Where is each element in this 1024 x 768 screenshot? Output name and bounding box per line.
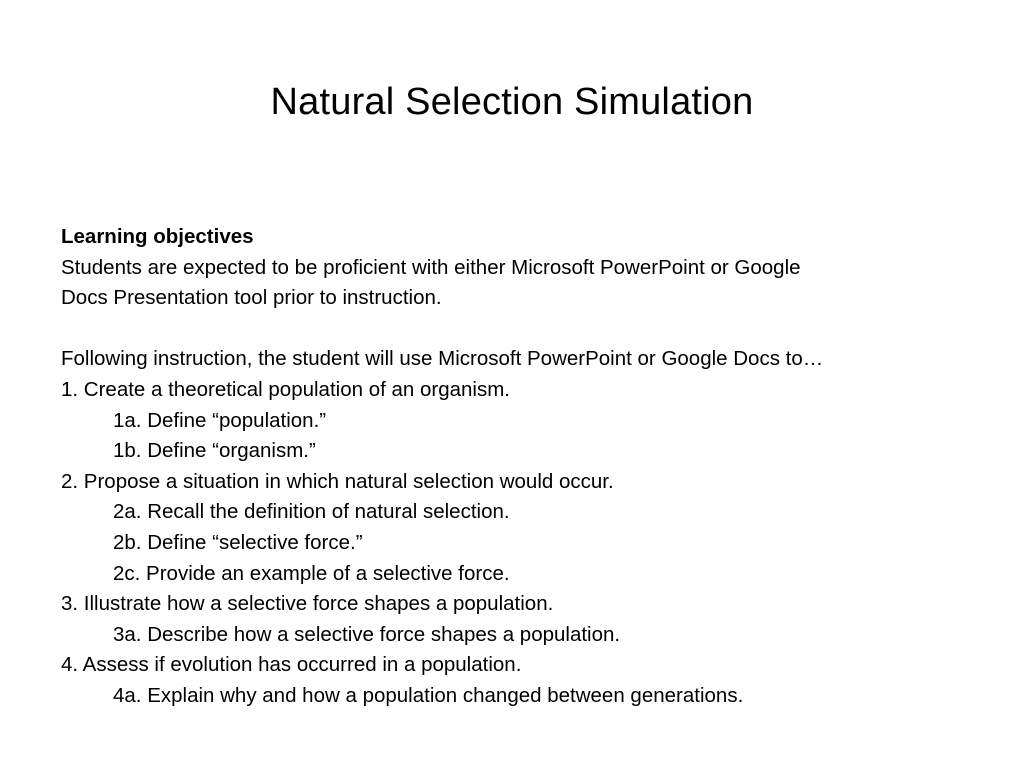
sub-objective-item: 1b. Define “organism.” <box>113 439 316 463</box>
objective-item: 1. Create a theoretical population of an organism. <box>61 377 510 401</box>
intro-line: Students are expected to be proficient with either Microsoft PowerPoint or Google <box>61 255 801 279</box>
slide-body <box>61 222 981 712</box>
objective-item: 2. Propose a situation in which natural selection would occur. <box>61 469 614 493</box>
sub-objective-item: 2c. Provide an example of a selective force. <box>113 561 510 585</box>
objective-item: 4. Assess if evolution has occurred in a population. <box>61 653 522 677</box>
sub-objective-item: 2a. Recall the definition of natural selection. <box>113 500 510 524</box>
intro-line: Docs Presentation tool prior to instruction. <box>61 286 442 310</box>
sub-objective-item: 1a. Define “population.” <box>113 408 327 432</box>
sub-objective-item: 3a. Describe how a selective force shapes a population. <box>113 622 621 646</box>
sub-objective-item: 4a. Explain why and how a population changed between generations. <box>113 683 744 707</box>
slide-title: Natural Selection Simulation <box>270 81 754 123</box>
objectives-heading: Learning objectives <box>61 225 254 248</box>
sub-objective-item: 2b. Define “selective force.” <box>113 530 363 554</box>
paragraph-spacer <box>61 314 981 345</box>
lead-in-line: Following instruction, the student will use Microsoft PowerPoint or Google Docs to… <box>61 347 824 371</box>
objective-item: 3. Illustrate how a selective force shapes a population. <box>61 592 554 616</box>
